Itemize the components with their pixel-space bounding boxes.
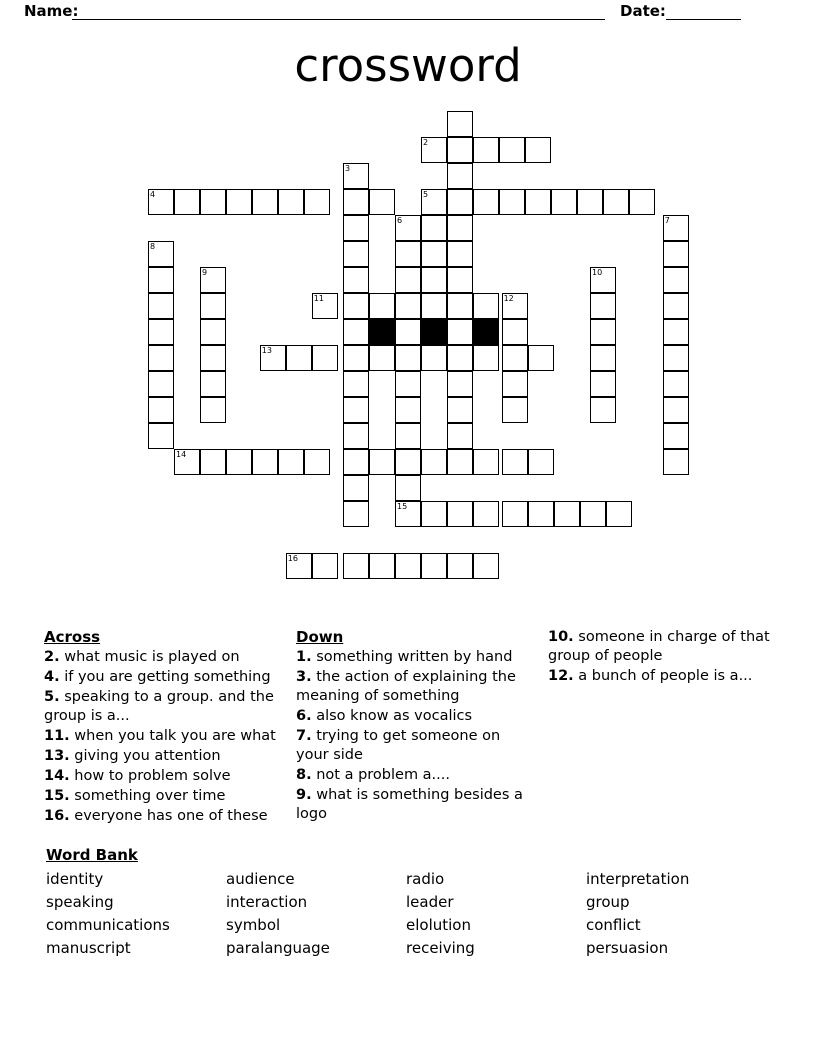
grid-cell[interactable] — [577, 189, 603, 215]
grid-cell[interactable] — [148, 189, 174, 215]
grid-cell[interactable] — [473, 501, 499, 527]
word-bank-word: persuasion — [586, 939, 669, 957]
grid-cell[interactable] — [447, 501, 473, 527]
grid-cell[interactable] — [421, 189, 447, 215]
grid-cell[interactable] — [473, 189, 499, 215]
grid-cell-number: 7 — [664, 216, 670, 225]
clue-number: 7. — [296, 728, 312, 744]
grid-cell[interactable] — [421, 137, 447, 163]
clue-across-15 — [44, 787, 280, 806]
word-bank-section — [46, 846, 786, 960]
date-label: Date: — [620, 2, 666, 20]
grid-cell[interactable] — [499, 137, 525, 163]
clue-text: if you are getting something — [59, 669, 271, 685]
grid-cell[interactable] — [447, 189, 473, 215]
grid-cell[interactable] — [174, 189, 200, 215]
grid-cell[interactable] — [395, 241, 421, 267]
grid-cell[interactable] — [590, 345, 616, 371]
grid-cell[interactable] — [421, 501, 447, 527]
grid-cell[interactable] — [590, 293, 616, 319]
clue-number: 15. — [44, 788, 70, 804]
grid-cell[interactable] — [395, 553, 421, 579]
word-bank-word: identity — [46, 870, 104, 888]
grid-cell[interactable] — [369, 553, 395, 579]
grid-cell-number: 9 — [202, 268, 208, 277]
word-bank-title: Word Bank — [46, 846, 138, 864]
word-bank-word: symbol — [226, 916, 281, 934]
word-bank-word: group — [586, 893, 630, 911]
clue-down-1 — [296, 648, 532, 667]
grid-cell[interactable] — [473, 293, 499, 319]
word-bank-word: elolution — [406, 916, 471, 934]
grid-cell[interactable] — [528, 345, 554, 371]
grid-cell[interactable] — [343, 215, 369, 241]
clue-text: giving you attention — [69, 748, 221, 764]
grid-cell[interactable] — [200, 449, 226, 475]
word-bank-word: manuscript — [46, 939, 131, 957]
grid-cell[interactable] — [663, 345, 689, 371]
grid-cell-number: 12 — [503, 294, 514, 303]
grid-cell[interactable] — [304, 449, 330, 475]
grid-cell-number: 14 — [176, 450, 187, 459]
grid-cell[interactable] — [395, 397, 421, 423]
clue-number: 11. — [44, 728, 70, 744]
grid-cell-number: 3 — [345, 164, 351, 173]
grid-cell[interactable] — [343, 293, 369, 319]
clue-text: what music is played on — [59, 649, 240, 665]
grid-cell[interactable] — [603, 189, 629, 215]
name-label: Name: — [24, 2, 79, 20]
grid-cell-number: 16 — [287, 554, 298, 563]
grid-cell[interactable] — [312, 553, 338, 579]
grid-cell[interactable] — [447, 449, 473, 475]
grid-cell[interactable] — [148, 241, 174, 267]
grid-cell[interactable] — [525, 137, 551, 163]
clue-down-8 — [296, 766, 532, 785]
grid-cell[interactable] — [473, 137, 499, 163]
grid-cell[interactable] — [304, 189, 330, 215]
grid-cell[interactable] — [200, 371, 226, 397]
grid-cell[interactable] — [551, 189, 577, 215]
word-bank-list — [46, 868, 786, 960]
grid-cell[interactable] — [421, 449, 447, 475]
grid-cell-blocked — [421, 319, 447, 345]
grid-cell[interactable] — [447, 423, 473, 449]
grid-cell[interactable] — [421, 215, 447, 241]
grid-cell-number: 6 — [397, 216, 403, 225]
grid-cell[interactable] — [606, 501, 632, 527]
word-bank-word: receiving — [406, 939, 475, 957]
grid-cell[interactable] — [343, 163, 369, 189]
grid-cell[interactable] — [148, 397, 174, 423]
word-bank-word: audience — [226, 870, 295, 888]
grid-cell[interactable] — [148, 345, 174, 371]
grid-cell[interactable] — [395, 423, 421, 449]
grid-cell[interactable] — [663, 293, 689, 319]
grid-cell-number: 13 — [261, 346, 272, 355]
grid-cell[interactable] — [473, 553, 499, 579]
clue-number: 10. — [548, 629, 574, 645]
grid-cell[interactable] — [395, 475, 421, 501]
word-bank-word: interpretation — [586, 870, 690, 888]
clue-number: 12. — [548, 668, 574, 684]
grid-cell[interactable] — [395, 345, 421, 371]
grid-cell[interactable] — [343, 475, 369, 501]
clue-text: the action of explaining the meaning of something — [296, 669, 516, 704]
grid-cell[interactable] — [200, 189, 226, 215]
grid-cell[interactable] — [395, 371, 421, 397]
grid-cell[interactable] — [421, 267, 447, 293]
clue-number: 6. — [296, 708, 312, 724]
clue-across-5 — [44, 688, 280, 726]
grid-cell[interactable] — [286, 345, 312, 371]
grid-cell-number: 11 — [313, 294, 324, 303]
grid-cell[interactable] — [395, 215, 421, 241]
grid-cell[interactable] — [499, 189, 525, 215]
grid-cell[interactable] — [200, 267, 226, 293]
grid-cell[interactable] — [663, 397, 689, 423]
clue-text: trying to get someone on your side — [296, 728, 501, 763]
grid-cell[interactable] — [343, 449, 369, 475]
clue-down-9 — [296, 786, 532, 824]
grid-cell[interactable] — [148, 267, 174, 293]
grid-cell[interactable] — [590, 267, 616, 293]
grid-cell[interactable] — [369, 293, 395, 319]
clue-number: 16. — [44, 808, 70, 824]
grid-cell[interactable] — [447, 553, 473, 579]
clue-down-10 — [548, 628, 784, 666]
grid-cell[interactable] — [447, 397, 473, 423]
grid-cell[interactable] — [502, 397, 528, 423]
grid-cell[interactable] — [286, 553, 312, 579]
clue-text: a bunch of people is a... — [573, 668, 753, 684]
grid-cell[interactable] — [663, 241, 689, 267]
grid-cell[interactable] — [447, 345, 473, 371]
grid-cell[interactable] — [502, 449, 528, 475]
word-bank-word: paralanguage — [226, 939, 330, 957]
grid-cell[interactable] — [343, 501, 369, 527]
grid-cell[interactable] — [447, 293, 473, 319]
clue-across-11 — [44, 727, 280, 746]
clue-text: someone in charge of that group of people — [548, 629, 770, 664]
grid-cell[interactable] — [447, 371, 473, 397]
grid-cell[interactable] — [369, 189, 395, 215]
grid-cell-number: 15 — [397, 502, 408, 511]
grid-cell[interactable] — [395, 293, 421, 319]
grid-cell[interactable] — [312, 293, 338, 319]
clue-text: when you talk you are what — [69, 728, 276, 744]
grid-cell[interactable] — [447, 215, 473, 241]
grid-cell[interactable] — [312, 345, 338, 371]
across-heading: Across — [44, 628, 101, 646]
grid-cell[interactable] — [395, 319, 421, 345]
grid-cell[interactable] — [502, 371, 528, 397]
grid-cell[interactable] — [502, 293, 528, 319]
grid-cell[interactable] — [447, 267, 473, 293]
grid-cell[interactable] — [395, 267, 421, 293]
grid-cell[interactable] — [663, 267, 689, 293]
clue-across-2 — [44, 648, 280, 667]
grid-cell[interactable] — [502, 319, 528, 345]
grid-cell[interactable] — [278, 189, 304, 215]
grid-cell[interactable] — [226, 449, 252, 475]
clue-number: 4. — [44, 669, 60, 685]
grid-cell[interactable] — [148, 293, 174, 319]
clue-number: 5. — [44, 689, 60, 705]
grid-cell[interactable] — [343, 423, 369, 449]
clue-number: 14. — [44, 768, 70, 784]
clue-text: everyone has one of these — [69, 808, 268, 824]
word-bank-word: speaking — [46, 893, 114, 911]
grid-cell[interactable] — [502, 501, 528, 527]
clue-down-3 — [296, 668, 532, 706]
grid-cell[interactable] — [421, 241, 447, 267]
grid-cell-blocked — [473, 319, 499, 345]
grid-cell[interactable] — [343, 345, 369, 371]
grid-cell[interactable] — [629, 189, 655, 215]
grid-cell[interactable] — [252, 449, 278, 475]
grid-cell[interactable] — [278, 449, 304, 475]
clue-text: how to problem solve — [69, 768, 231, 784]
grid-cell[interactable] — [200, 397, 226, 423]
word-bank-word: interaction — [226, 893, 308, 911]
grid-cell[interactable] — [663, 423, 689, 449]
grid-cell[interactable] — [395, 501, 421, 527]
grid-cell[interactable] — [343, 267, 369, 293]
clue-across-13 — [44, 747, 280, 766]
grid-cell-number: 5 — [423, 190, 429, 199]
grid-cell[interactable] — [148, 423, 174, 449]
word-bank-word: radio — [406, 870, 445, 888]
clues-section — [44, 628, 784, 838]
grid-cell[interactable] — [421, 553, 447, 579]
grid-cell[interactable] — [369, 345, 395, 371]
grid-cell-number: 8 — [150, 242, 156, 251]
word-bank-word: communications — [46, 916, 170, 934]
grid-cell[interactable] — [343, 241, 369, 267]
down-heading: Down — [296, 628, 344, 646]
grid-cell[interactable] — [421, 293, 447, 319]
grid-cell[interactable] — [528, 501, 554, 527]
clue-text: not a problem a.... — [311, 767, 450, 783]
clue-number: 8. — [296, 767, 312, 783]
grid-cell[interactable] — [343, 371, 369, 397]
grid-cell[interactable] — [447, 111, 473, 137]
clue-text: what is something besides a logo — [296, 787, 523, 822]
grid-cell[interactable] — [447, 163, 473, 189]
grid-cell-blocked — [369, 319, 395, 345]
grid-cell[interactable] — [421, 345, 447, 371]
grid-cell[interactable] — [200, 345, 226, 371]
grid-cell[interactable] — [590, 371, 616, 397]
clue-text: something written by hand — [311, 649, 513, 665]
grid-cell[interactable] — [473, 345, 499, 371]
grid-cell[interactable] — [369, 449, 395, 475]
grid-cell[interactable] — [528, 449, 554, 475]
page-title: crossword — [294, 39, 522, 92]
grid-cell[interactable] — [580, 501, 606, 527]
grid-cell[interactable] — [663, 371, 689, 397]
grid-cell[interactable] — [525, 189, 551, 215]
clue-down-12 — [548, 667, 784, 686]
grid-cell[interactable] — [663, 319, 689, 345]
grid-cell[interactable] — [343, 189, 369, 215]
clue-across-4 — [44, 668, 280, 687]
clue-number: 2. — [44, 649, 60, 665]
clue-across-16 — [44, 807, 280, 826]
clue-text: speaking to a group. and the group is a... — [44, 689, 274, 724]
clue-number: 13. — [44, 748, 70, 764]
grid-cell[interactable] — [590, 397, 616, 423]
grid-cell[interactable] — [343, 553, 369, 579]
grid-cell[interactable] — [200, 293, 226, 319]
grid-cell[interactable] — [200, 319, 226, 345]
grid-cell[interactable] — [148, 371, 174, 397]
grid-cell[interactable] — [447, 241, 473, 267]
grid-cell[interactable] — [395, 449, 421, 475]
grid-cell[interactable] — [148, 319, 174, 345]
grid-cell[interactable] — [260, 345, 286, 371]
grid-cell[interactable] — [343, 397, 369, 423]
grid-cell[interactable] — [554, 501, 580, 527]
grid-cell[interactable] — [174, 449, 200, 475]
clue-down-6 — [296, 707, 532, 726]
clue-text: also know as vocalics — [311, 708, 473, 724]
grid-cell-number: 2 — [423, 138, 429, 147]
grid-cell-number: 4 — [150, 190, 156, 199]
grid-cell[interactable] — [502, 345, 528, 371]
grid-cell[interactable] — [252, 189, 278, 215]
grid-cell[interactable] — [343, 319, 369, 345]
clue-across-14 — [44, 767, 280, 786]
grid-cell[interactable] — [590, 319, 616, 345]
grid-cell[interactable] — [447, 319, 473, 345]
grid-cell[interactable] — [473, 449, 499, 475]
grid-cell[interactable] — [226, 189, 252, 215]
clue-number: 9. — [296, 787, 312, 803]
word-bank-word: leader — [406, 893, 454, 911]
grid-cell[interactable] — [663, 449, 689, 475]
grid-cell[interactable] — [447, 137, 473, 163]
grid-cell[interactable] — [663, 215, 689, 241]
clue-down-7 — [296, 727, 532, 765]
word-bank-word: conflict — [586, 916, 641, 934]
clue-text: something over time — [69, 788, 226, 804]
clue-number: 1. — [296, 649, 312, 665]
clue-number: 3. — [296, 669, 312, 685]
grid-cell-number: 10 — [592, 268, 603, 277]
